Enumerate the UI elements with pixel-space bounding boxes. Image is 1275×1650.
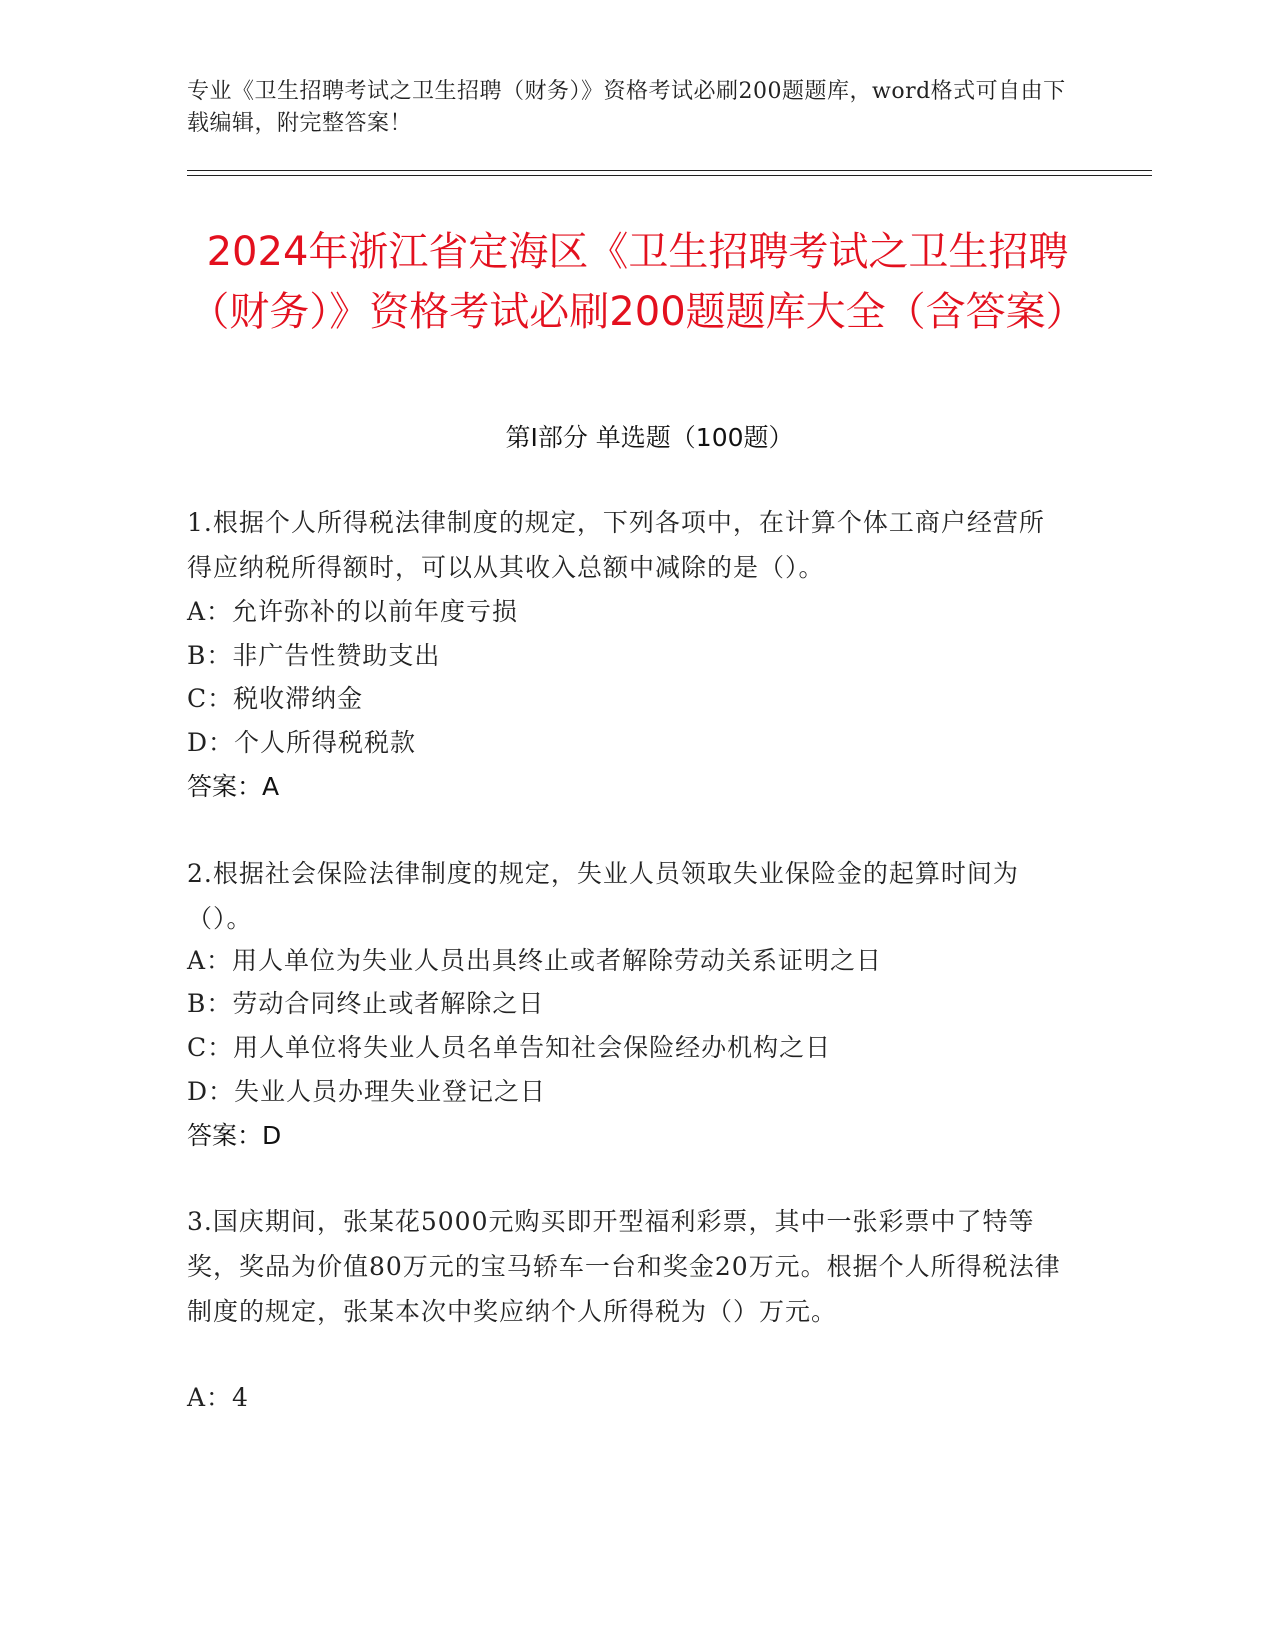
question-1-answer: 答案：A (187, 772, 280, 801)
header-note: 专业《卫生招聘考试之卫生招聘（财务）》资格考试必刷200题题库，word格式可自由下载编辑，附完整答案！ (187, 79, 1066, 136)
question-3-option-a: A：4 (187, 1383, 249, 1412)
question-1-stem: 1.根据个人所得税法律制度的规定，下列各项中，在计算个体工商户经营所得应纳税所得额时，可以从其收入总额中减除的是（）。 (187, 508, 1045, 582)
header-divider-top (187, 170, 1152, 171)
question-2-option-c: C：用人单位将失业人员名单告知社会保险经办机构之日 (187, 1033, 832, 1062)
question-2-stem: 2.根据社会保险法律制度的规定，失业人员领取失业保险金的起算时间为（）。 (187, 859, 1019, 933)
question-1-option-d: D：个人所得税税款 (187, 728, 417, 757)
question-2-option-b: B：劳动合同终止或者解除之日 (187, 989, 545, 1018)
question-1-option-b: B：非广告性赞助支出 (187, 641, 441, 670)
question-3-stem: 3.国庆期间，张某花5000元购买即开型福利彩票，其中一张彩票中了特等奖，奖品为价值80万元的宝马轿车一台和奖金20万元。根据个人所得税法律制度的规定，张某本次中奖应纳个人所得税为（）万元。 (187, 1207, 1061, 1326)
question-2-option-d: D：失业人员办理失业登记之日 (187, 1077, 547, 1106)
header-divider-bottom (187, 175, 1152, 176)
section-heading: 第I部分 单选题（100题） (505, 423, 794, 452)
question-2-answer: 答案：D (187, 1121, 282, 1150)
question-2-option-a: A：用人单位为失业人员出具终止或者解除劳动关系证明之日 (187, 946, 883, 975)
question-1-option-a: A：允许弥补的以前年度亏损 (187, 597, 519, 626)
document-title: 2024年浙江省定海区《卫生招聘考试之卫生招聘（财务）》资格考试必刷200题题库大全（含答案） (189, 229, 1086, 335)
question-1-option-c: C：税收滞纳金 (187, 684, 364, 713)
